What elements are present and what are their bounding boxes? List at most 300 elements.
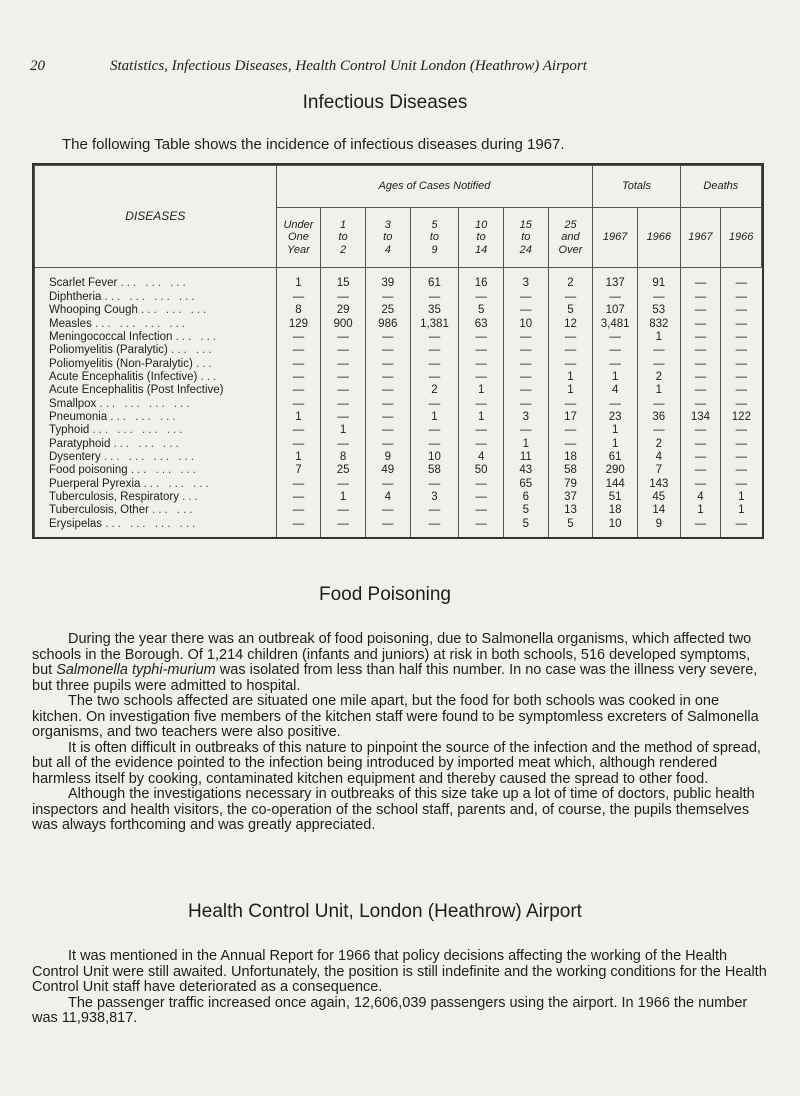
leader-dots: ... ... — [152, 504, 196, 517]
table-cell: — — [593, 330, 638, 343]
table-row — [35, 450, 762, 463]
table-cell: 1 — [321, 424, 366, 437]
leader-dots: ... ... ... — [141, 304, 210, 317]
table-cell: — — [410, 424, 459, 437]
table-cell: — — [459, 437, 504, 450]
table-cell: — — [321, 410, 366, 423]
table-row — [35, 290, 762, 303]
table-cell: 43 — [503, 464, 548, 477]
table-cell: — — [721, 330, 762, 343]
disease-name — [35, 410, 277, 423]
table-cell: 25 — [321, 464, 366, 477]
table-cell: — — [680, 424, 721, 437]
table-row — [35, 424, 762, 437]
table-cell: 2 — [637, 370, 680, 383]
table-cell: — — [721, 450, 762, 463]
table-cell: 137 — [593, 268, 638, 291]
table-cell: — — [321, 437, 366, 450]
totals-col-header-1966: 1966 — [637, 208, 680, 268]
table-cell: 5 — [503, 504, 548, 517]
table-cell: 58 — [548, 464, 593, 477]
table-cell: — — [548, 330, 593, 343]
table-row — [35, 317, 762, 330]
table-cell: 18 — [548, 450, 593, 463]
age-col-header-0: Under One Year — [276, 208, 321, 268]
leader-dots: ... — [182, 490, 201, 503]
table-cell: 61 — [410, 268, 459, 291]
table-cell: 1 — [637, 384, 680, 397]
hcu-paragraph-1: It was mentioned in the Annual Report for 1966 that policy decisions affecting the working of the Health Control Unit were still awaited. Unfortunately, the position is still indefinite and the working conditions for the Health Control Unit staff have deteriorated as a consequence. — [32, 948, 767, 995]
table-cell: — — [680, 330, 721, 343]
disease-label: Smallpox — [49, 397, 97, 410]
table-cell: 65 — [503, 477, 548, 490]
table-cell: — — [365, 370, 410, 383]
disease-name — [35, 517, 277, 537]
table-cell: 986 — [365, 317, 410, 330]
table-cell: 1 — [721, 504, 762, 517]
table-cell: — — [410, 517, 459, 537]
table-cell: 122 — [721, 410, 762, 423]
table-row — [35, 437, 762, 450]
table-cell: — — [459, 344, 504, 357]
page-number: 20 — [30, 58, 45, 74]
table-cell: 129 — [276, 317, 321, 330]
table-cell: 16 — [459, 268, 504, 291]
table-intro: The following Table shows the incidence of infectious diseases during 1967. — [62, 136, 565, 153]
table-cell: 4 — [680, 490, 721, 503]
disease-name — [35, 370, 277, 383]
table-cell: — — [410, 357, 459, 370]
table-row — [35, 370, 762, 383]
leader-dots: ... ... ... ... — [99, 397, 193, 410]
leader-dots: ... ... ... — [120, 277, 189, 290]
table-cell: 63 — [459, 317, 504, 330]
table-cell: — — [548, 290, 593, 303]
table-cell: — — [680, 464, 721, 477]
table-cell: 39 — [365, 268, 410, 291]
table-cell: — — [593, 344, 638, 357]
table-cell: — — [680, 517, 721, 537]
table-cell: 7 — [276, 464, 321, 477]
leader-dots: ... — [196, 357, 215, 370]
table-row — [35, 464, 762, 477]
table-cell: 12 — [548, 317, 593, 330]
table-cell: — — [321, 517, 366, 537]
table-cell: — — [503, 344, 548, 357]
age-col-header-1: 1 to 2 — [321, 208, 366, 268]
table-cell: — — [276, 357, 321, 370]
table-cell: — — [321, 477, 366, 490]
table-cell: 49 — [365, 464, 410, 477]
table-cell: 1 — [637, 330, 680, 343]
table-cell: — — [276, 437, 321, 450]
table-cell: — — [276, 504, 321, 517]
table-cell: — — [548, 397, 593, 410]
disease-name — [35, 397, 277, 410]
disease-name — [35, 268, 277, 291]
disease-label: Food poisoning — [49, 464, 128, 477]
leader-dots: ... ... ... — [110, 410, 179, 423]
disease-label: Paratyphoid — [49, 437, 111, 450]
table-cell: — — [680, 357, 721, 370]
table-cell: — — [365, 344, 410, 357]
table-cell: — — [680, 450, 721, 463]
table-cell: 5 — [548, 304, 593, 317]
table-cell: — — [548, 424, 593, 437]
table-cell: 11 — [503, 450, 548, 463]
leader-dots: ... ... ... ... — [105, 517, 199, 530]
table-cell: — — [321, 344, 366, 357]
leader-dots: ... ... ... ... — [103, 450, 197, 463]
table-cell: 9 — [637, 517, 680, 537]
disease-name — [35, 290, 277, 303]
table-cell: 51 — [593, 490, 638, 503]
table-cell: — — [680, 317, 721, 330]
disease-label: Typhoid — [49, 424, 90, 437]
table-cell: 900 — [321, 317, 366, 330]
table-cell: — — [410, 437, 459, 450]
table-cell: — — [276, 517, 321, 537]
table-cell: 1 — [276, 410, 321, 423]
table-cell: 58 — [410, 464, 459, 477]
table-cell: — — [680, 384, 721, 397]
table-cell: — — [276, 344, 321, 357]
table-cell: — — [276, 290, 321, 303]
table-cell: 1 — [548, 370, 593, 383]
table-cell: — — [721, 370, 762, 383]
table-cell: — — [503, 330, 548, 343]
table-row — [35, 384, 762, 397]
table-cell: 143 — [637, 477, 680, 490]
table-cell: 1 — [410, 410, 459, 423]
disease-label: Scarlet Fever — [49, 277, 118, 290]
table-cell: 45 — [637, 490, 680, 503]
disease-name — [35, 384, 277, 397]
table-cell: — — [459, 370, 504, 383]
table-cell: 10 — [593, 517, 638, 537]
table-cell: 3 — [410, 490, 459, 503]
table-cell: 29 — [321, 304, 366, 317]
deaths-col-header-1967: 1967 — [680, 208, 721, 268]
table-row — [35, 410, 762, 423]
table-cell: 3 — [503, 410, 548, 423]
table-cell: — — [503, 357, 548, 370]
table-cell: — — [321, 330, 366, 343]
table-cell: 107 — [593, 304, 638, 317]
ages-group-header: Ages of Cases Notified — [276, 166, 593, 208]
table-cell: — — [548, 357, 593, 370]
table-cell: 1 — [276, 268, 321, 291]
table-cell: 144 — [593, 477, 638, 490]
table-cell: 1 — [680, 504, 721, 517]
table-cell: — — [276, 384, 321, 397]
disease-table — [34, 165, 762, 537]
table-cell: — — [503, 397, 548, 410]
table-cell: — — [365, 477, 410, 490]
food-poisoning-heading: Food Poisoning — [318, 584, 452, 605]
disease-label: Whooping Cough — [49, 304, 138, 317]
leader-dots: ... ... ... ... — [104, 290, 198, 303]
table-cell: — — [321, 397, 366, 410]
table-cell: — — [365, 517, 410, 537]
table-cell: — — [721, 357, 762, 370]
age-col-header-5: 15 to 24 — [503, 208, 548, 268]
table-cell: 1 — [503, 437, 548, 450]
hcu-paragraph-2: The passenger traffic increased once again, 12,606,039 passengers using the airport. In 1966 the number was 11,938,817. — [32, 994, 748, 1026]
leader-dots: ... ... ... — [143, 477, 212, 490]
disease-name — [35, 477, 277, 490]
table-row — [35, 304, 762, 317]
table-row — [35, 504, 762, 517]
disease-label: Tuberculosis, Respiratory — [49, 490, 179, 503]
table-cell: — — [410, 397, 459, 410]
table-cell: — — [637, 357, 680, 370]
table-cell: 25 — [365, 304, 410, 317]
table-cell: — — [459, 330, 504, 343]
table-row — [35, 397, 762, 410]
table-cell: — — [637, 290, 680, 303]
disease-label: Acute Encephalitis (Infective) — [49, 370, 198, 383]
table-cell: — — [276, 424, 321, 437]
table-cell: — — [365, 437, 410, 450]
table-cell: 1 — [459, 410, 504, 423]
table-cell: — — [680, 344, 721, 357]
disease-name — [35, 450, 277, 463]
table-cell: — — [321, 370, 366, 383]
table-cell: 2 — [548, 268, 593, 291]
disease-label: Erysipelas — [49, 517, 103, 530]
table-cell: 15 — [321, 268, 366, 291]
disease-label: Dysentery — [49, 450, 101, 463]
table-cell: — — [721, 344, 762, 357]
age-col-header-6: 25 and Over — [548, 208, 593, 268]
table-cell: — — [276, 330, 321, 343]
table-cell: 53 — [637, 304, 680, 317]
table-cell: 2 — [637, 437, 680, 450]
table-cell: 4 — [593, 384, 638, 397]
table-cell: — — [593, 290, 638, 303]
table-cell: — — [276, 490, 321, 503]
table-cell: 1 — [593, 437, 638, 450]
table-cell: — — [503, 290, 548, 303]
food-paragraph-3: It is often difficult in outbreaks of this nature to pinpoint the source of the infection and the method of spread, but all of the evidence pointed to the infection being introduced by imported meat which, although rendered harmless itself by cooking, contaminated kitchen equipment and thereby caused the spread to other food. — [32, 739, 761, 787]
disease-name — [35, 490, 277, 503]
disease-label: Acute Encephalitis (Post Infective) — [49, 384, 224, 397]
table-cell: — — [459, 477, 504, 490]
deaths-col-header-1966: 1966 — [721, 208, 762, 268]
disease-label: Diphtheria — [49, 290, 102, 303]
disease-name — [35, 504, 277, 517]
disease-label: Tuberculosis, Other — [49, 504, 149, 517]
table-cell: — — [459, 424, 504, 437]
leader-dots: ... ... ... — [113, 437, 182, 450]
table-cell: 10 — [410, 450, 459, 463]
table-row — [35, 517, 762, 537]
table-cell: — — [548, 344, 593, 357]
table-cell: 10 — [503, 317, 548, 330]
disease-name — [35, 464, 277, 477]
table-cell: — — [548, 437, 593, 450]
table-cell: — — [365, 424, 410, 437]
table-cell: — — [721, 397, 762, 410]
table-cell: — — [410, 330, 459, 343]
table-cell: 3 — [503, 268, 548, 291]
table-cell: 3,481 — [593, 317, 638, 330]
disease-name — [35, 357, 277, 370]
table-row — [35, 330, 762, 343]
leader-dots: ... ... ... ... — [92, 424, 186, 437]
table-cell: 14 — [637, 504, 680, 517]
table-cell: 5 — [503, 517, 548, 537]
table-cell: — — [721, 517, 762, 537]
table-row — [35, 490, 762, 503]
table-cell: — — [410, 477, 459, 490]
table-cell: — — [410, 290, 459, 303]
infectious-diseases-heading: Infectious Diseases — [302, 92, 468, 113]
disease-label: Meningococcal Infection — [49, 330, 173, 343]
age-col-header-3: 5 to 9 — [410, 208, 459, 268]
leader-dots: ... ... ... — [130, 464, 200, 477]
table-cell: 1 — [548, 384, 593, 397]
table-cell: 13 — [548, 504, 593, 517]
disease-label: Measles — [49, 317, 92, 330]
table-cell: — — [459, 504, 504, 517]
table-cell: 134 — [680, 410, 721, 423]
table-cell: 290 — [593, 464, 638, 477]
table-cell: 1 — [321, 490, 366, 503]
table-cell: — — [321, 290, 366, 303]
table-cell: — — [680, 437, 721, 450]
table-row — [35, 357, 762, 370]
disease-label: Puerperal Pyrexia — [49, 477, 141, 490]
table-cell: — — [680, 304, 721, 317]
table-row — [35, 268, 762, 291]
table-cell: — — [365, 397, 410, 410]
table-cell: — — [365, 504, 410, 517]
table-cell: — — [721, 464, 762, 477]
food-p1-part-b: was isolated from less than half this number. In no case was the illness very severe, but three pupils were admitted to hospital. — [32, 662, 758, 694]
table-cell: 4 — [459, 450, 504, 463]
table-cell: — — [637, 397, 680, 410]
disease-name — [35, 330, 277, 343]
leader-dots: ... — [200, 370, 220, 383]
table-cell: 1 — [459, 384, 504, 397]
diseases-header: DISEASES — [35, 166, 277, 268]
table-cell: 5 — [548, 517, 593, 537]
table-cell: — — [721, 290, 762, 303]
table-cell: — — [365, 357, 410, 370]
table-cell: — — [680, 477, 721, 490]
leader-dots: ... ... ... ... — [95, 317, 188, 330]
disease-label: Poliomyelitis (Non-Paralytic) — [49, 357, 193, 370]
disease-name — [35, 317, 277, 330]
table-cell: — — [593, 357, 638, 370]
disease-table-body — [35, 268, 762, 538]
table-cell: 37 — [548, 490, 593, 503]
table-cell: 91 — [637, 268, 680, 291]
running-head — [30, 58, 750, 75]
table-cell: — — [459, 290, 504, 303]
totals-col-header-1967: 1967 — [593, 208, 638, 268]
table-cell: — — [410, 344, 459, 357]
table-cell: — — [321, 357, 366, 370]
table-cell: — — [276, 397, 321, 410]
table-cell: 17 — [548, 410, 593, 423]
leader-dots: ... ... — [175, 330, 219, 343]
table-cell: — — [680, 290, 721, 303]
table-cell: — — [276, 370, 321, 383]
table-cell: — — [365, 410, 410, 423]
table-cell: — — [321, 384, 366, 397]
organism-name: Salmonella typhi-murium — [56, 662, 216, 678]
disease-name — [35, 424, 277, 437]
table-cell: 8 — [321, 450, 366, 463]
table-cell: 23 — [593, 410, 638, 423]
table-cell: 1 — [593, 424, 638, 437]
table-cell: — — [721, 384, 762, 397]
age-col-header-2: 3 to 4 — [365, 208, 410, 268]
table-cell: 6 — [503, 490, 548, 503]
table-cell: 61 — [593, 450, 638, 463]
table-cell: 50 — [459, 464, 504, 477]
leader-dots: ... ... — [171, 344, 215, 357]
disease-table-frame — [32, 163, 764, 539]
table-cell: 1 — [593, 370, 638, 383]
disease-name — [35, 304, 277, 317]
table-cell: — — [637, 344, 680, 357]
health-control-unit-heading: Health Control Unit, London (Heathrow) Airport — [188, 901, 582, 922]
food-p1-part-a: During the year there was an outbreak of food poisoning, due to Salmonella organisms, which affected two schools in the Borough. Of 1,214 children (infants and juniors) at risk in both schools, 516 developed symptoms, but — [32, 631, 752, 678]
disease-label: Poliomyelitis (Paralytic) — [49, 344, 168, 357]
table-cell: 2 — [410, 384, 459, 397]
table-cell: — — [721, 317, 762, 330]
table-cell: 1 — [276, 450, 321, 463]
table-row — [35, 344, 762, 357]
deaths-group-header: Deaths — [680, 166, 761, 208]
table-cell: — — [459, 490, 504, 503]
food-paragraph-1 — [32, 632, 768, 694]
table-cell: — — [321, 504, 366, 517]
food-paragraph-4: Although the investigations necessary in outbreaks of this size take up a lot of time of doctors, public health inspectors and health visitors, the co-operation of the school staff, parents and, of course, the pupils themselves was always forthcoming and was greatly appreciated. — [32, 786, 755, 833]
table-row — [35, 477, 762, 490]
table-cell: 7 — [637, 464, 680, 477]
table-cell: 9 — [365, 450, 410, 463]
table-cell: — — [410, 370, 459, 383]
table-cell: 36 — [637, 410, 680, 423]
table-cell: — — [680, 397, 721, 410]
table-cell: — — [503, 424, 548, 437]
table-cell: — — [680, 268, 721, 291]
table-cell: — — [410, 504, 459, 517]
table-cell: 18 — [593, 504, 638, 517]
table-cell: — — [721, 268, 762, 291]
table-cell: 1,381 — [410, 317, 459, 330]
table-cell: — — [459, 397, 504, 410]
age-col-header-4: 10 to 14 — [459, 208, 504, 268]
food-poisoning-text — [32, 632, 768, 834]
table-cell: 832 — [637, 317, 680, 330]
disease-name — [35, 344, 277, 357]
table-cell: 4 — [365, 490, 410, 503]
running-title: Statistics, Infectious Diseases, Health Control Unit London (Heathrow) Airport — [110, 58, 587, 74]
table-cell: 5 — [459, 304, 504, 317]
table-cell: — — [276, 477, 321, 490]
disease-name — [35, 437, 277, 450]
table-cell: 4 — [637, 450, 680, 463]
table-cell: 35 — [410, 304, 459, 317]
table-cell: 8 — [276, 304, 321, 317]
table-cell: 79 — [548, 477, 593, 490]
